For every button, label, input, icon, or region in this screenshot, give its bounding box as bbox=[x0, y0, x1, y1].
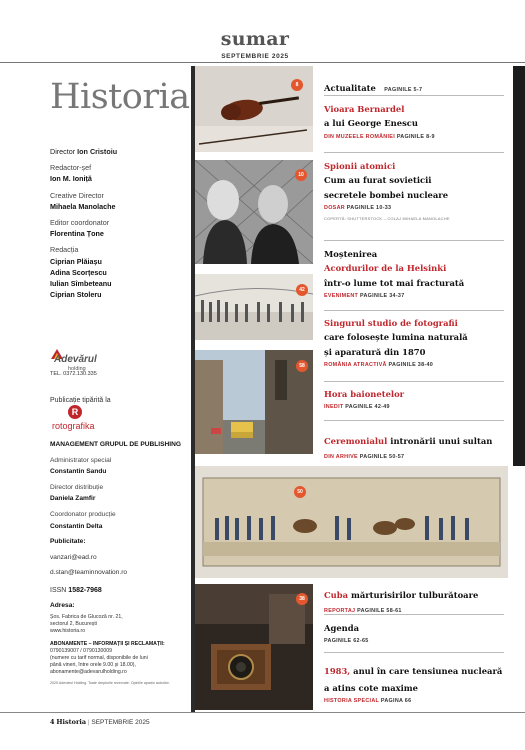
procession-image bbox=[195, 466, 508, 578]
toc-pages: PAGINILE 34-37 bbox=[359, 293, 405, 300]
mgmt-name: Constantin Delta bbox=[50, 522, 103, 530]
toc-title: Actualitate bbox=[324, 83, 376, 93]
toc-title: Agenda bbox=[324, 623, 360, 633]
mgmt-role: Director distribuție bbox=[50, 483, 104, 491]
toc-separator bbox=[324, 240, 504, 241]
toc-title-row bbox=[324, 662, 504, 678]
toc-separator bbox=[324, 95, 504, 96]
page-footer bbox=[50, 718, 150, 726]
address bbox=[50, 614, 190, 635]
toc-section-name: ROMÂNIA ATRACTIVĂ bbox=[324, 362, 387, 369]
section-title: sumar bbox=[220, 28, 290, 50]
email-link[interactable]: vanzari@ead.ro bbox=[50, 553, 97, 561]
toc-pages: PAGINILE 58-61 bbox=[357, 608, 402, 614]
right-edge-strip bbox=[513, 66, 525, 466]
toc-pages: PAGINA 66 bbox=[380, 698, 412, 705]
staff-name: Ion M. Ioniță bbox=[50, 174, 92, 184]
page-badge: 38 bbox=[296, 593, 308, 605]
toc-section bbox=[324, 205, 504, 211]
publicitate-label: Publicitate: bbox=[50, 538, 86, 546]
toc-section-name: REPORTAJ bbox=[324, 608, 356, 614]
issn-label: ISSN bbox=[50, 586, 67, 594]
staff-role: Redactor-șef bbox=[50, 163, 92, 173]
toc-section bbox=[324, 698, 504, 704]
toc-section bbox=[324, 293, 504, 299]
printer-name: rotografika bbox=[52, 421, 95, 431]
header-rule bbox=[0, 62, 525, 63]
toc-separator bbox=[324, 614, 504, 615]
cover-credit: COPERTĂ: SHUTTERSTOCK – COLAJ MIHAELA MANOLACHE bbox=[324, 216, 450, 222]
toc-separator bbox=[324, 420, 504, 421]
staff-role: Editor coordonator bbox=[50, 218, 110, 228]
management-block bbox=[50, 442, 190, 685]
legal-note: 2025 Adevărul Holding. Toate drepturile rezervate. Opiniile aparțin autorilor. bbox=[50, 680, 170, 685]
photo-rosenbergs bbox=[195, 160, 313, 264]
photo-violin bbox=[195, 66, 313, 152]
photo-helsinki bbox=[195, 274, 313, 340]
toc-title-highlight: Singurul studio de fotografii bbox=[324, 318, 458, 328]
toc-section-name: DIN MUZEELE ROMÂNIEI bbox=[324, 133, 395, 140]
toc-title-highlight: Spionii atomici bbox=[324, 161, 396, 171]
staff-name: Ciprian Stoleru bbox=[50, 290, 102, 300]
photo-camera bbox=[195, 584, 313, 710]
toc-title: Cum au furat sovieticii bbox=[324, 175, 432, 186]
staff-director bbox=[50, 148, 190, 155]
address-line: sectorul 2, București bbox=[50, 620, 97, 627]
address-line: Șos. Fabrica de Glucoză nr. 21, bbox=[50, 613, 123, 620]
staff-name: Ion Cristoiu bbox=[77, 147, 118, 156]
page-badge: 42 bbox=[296, 284, 308, 296]
mgmt-name: Constantin Sandu bbox=[50, 468, 107, 476]
photo-cuba-street bbox=[195, 350, 313, 454]
magazine-brand: Historia bbox=[50, 77, 190, 117]
helsinki-image bbox=[195, 274, 313, 340]
website-link[interactable]: www.historia.ro bbox=[50, 627, 86, 634]
toc-title-row bbox=[324, 432, 504, 448]
toc-title: într-o lume tot mai fracturată bbox=[324, 277, 465, 288]
staff-name: Iulian Sîmbeteanu bbox=[50, 279, 112, 289]
toc-pages: PAGINILE 5-7 bbox=[384, 87, 423, 93]
toc-separator bbox=[324, 652, 504, 653]
staff-list bbox=[50, 148, 190, 298]
staff-role: Redacția bbox=[50, 245, 79, 255]
rotografika-mark-icon: R bbox=[68, 405, 82, 419]
toc-section-name: DIN ARHIVE bbox=[324, 454, 358, 460]
page-badge: 10 bbox=[295, 169, 307, 181]
toc-title: secretele bombei nucleare bbox=[324, 189, 449, 200]
toc-title: mărturisirilor tulburătoare bbox=[348, 590, 479, 600]
staff-name: Ciprian Plăiașu bbox=[50, 256, 102, 266]
toc-section bbox=[324, 134, 504, 140]
toc-title-highlight: Acordurilor de la Helsinki bbox=[324, 263, 447, 274]
toc-title: care folosește lumina naturală bbox=[324, 332, 468, 343]
camera-image bbox=[195, 584, 313, 710]
footer-separator: | bbox=[87, 719, 90, 726]
toc-title-highlight: Ceremonialul bbox=[324, 436, 388, 446]
staff-role: Director bbox=[50, 147, 76, 156]
toc-title: anul în care tensiunea nucleară bbox=[350, 666, 503, 676]
toc-section-name: HISTORIA SPECIAL bbox=[324, 698, 380, 705]
toc-helsinki[interactable] bbox=[324, 250, 504, 299]
page-badge: 58 bbox=[296, 360, 308, 372]
page-number: 4 bbox=[50, 718, 55, 726]
toc-pages: PAGINILE 8-9 bbox=[396, 133, 435, 140]
mgmt-role: Coordonator producție bbox=[50, 510, 116, 518]
toc-section bbox=[324, 454, 504, 460]
subscriptions-line: până vineri, între orele 9.00 și 18.00), bbox=[50, 661, 136, 668]
toc-title: a atins cote maxime bbox=[324, 683, 418, 693]
rotografika-logo bbox=[50, 405, 120, 433]
subscriptions-line: (numere cu tarif normal, disponibile de luni bbox=[50, 654, 148, 661]
email-link[interactable]: d.stan@teaminnovation.ro bbox=[50, 569, 128, 577]
issue-date: SEPTEMBRIE 2025 bbox=[221, 53, 289, 60]
footer-brand: Historia bbox=[56, 718, 87, 726]
toc-section-name: DOSAR bbox=[324, 205, 345, 212]
page-badge: 50 bbox=[294, 486, 306, 498]
subscriptions-email[interactable]: abonamente@adevarulholding.ro bbox=[50, 668, 127, 675]
subscriptions-line: 0790139007 / 0790130009 bbox=[50, 647, 113, 654]
toc-hora[interactable] bbox=[324, 390, 504, 410]
toc-pages: PAGINILE 10-33 bbox=[346, 205, 392, 212]
issn bbox=[50, 587, 190, 594]
toc-section bbox=[324, 362, 504, 368]
toc-title-highlight: Cuba bbox=[324, 590, 349, 600]
phone-number: TEL. 0372.130.335 bbox=[50, 371, 97, 377]
staff-name: Florentina Țone bbox=[50, 229, 104, 239]
toc-title: și aparatură din 1870 bbox=[324, 346, 426, 357]
toc-title-highlight: Hora baionetelor bbox=[324, 389, 405, 399]
staff-name: Mihaela Manolache bbox=[50, 201, 116, 211]
toc-cuba[interactable] bbox=[324, 586, 504, 614]
footer-date: SEPTEMBRIE 2025 bbox=[91, 719, 150, 726]
toc-pages: PAGINILE 62-65 bbox=[324, 638, 369, 645]
mgmt-role: Administrator special bbox=[50, 456, 112, 464]
toc-title-highlight: 1983, bbox=[324, 666, 351, 676]
toc-vioara[interactable] bbox=[324, 105, 504, 140]
staff-role: Creative Director bbox=[50, 190, 104, 200]
issn-value: 1582-7968 bbox=[68, 586, 102, 594]
toc-title-highlight: Vioara Bernardel bbox=[324, 104, 405, 114]
toc-section bbox=[324, 404, 504, 410]
printer-label: Publicație tipărită la bbox=[50, 397, 111, 404]
toc-section-name: INEDIT bbox=[324, 404, 344, 411]
toc-title-row bbox=[324, 586, 504, 602]
staff-name: Adina Scorțescu bbox=[50, 267, 107, 277]
subscriptions-heading: ABONAMENTE – INFORMAȚII ȘI RECLAMAȚII: bbox=[50, 640, 165, 647]
toc-ceremonial[interactable] bbox=[324, 432, 504, 460]
toc-spioni[interactable] bbox=[324, 162, 504, 221]
toc-title: a lui George Enescu bbox=[324, 118, 418, 129]
footer-rule bbox=[0, 712, 525, 713]
holding-logo-sub: holding bbox=[68, 366, 86, 372]
holding-logo-name: Adevărul bbox=[54, 354, 97, 365]
toc-separator bbox=[324, 381, 504, 382]
toc-separator bbox=[324, 152, 504, 153]
toc-title: intronării unui sultan bbox=[387, 436, 493, 446]
address-label: Adresa: bbox=[50, 601, 75, 609]
toc-separator bbox=[324, 310, 504, 311]
subscriptions bbox=[50, 641, 190, 676]
toc-studio[interactable] bbox=[324, 319, 504, 368]
photo-procession bbox=[195, 466, 508, 578]
management-heading: MANAGEMENT GRUPUL DE PUBLISHING bbox=[50, 441, 182, 448]
toc-pages: PAGINILE 50-57 bbox=[359, 454, 405, 460]
mgmt-name: Daniela Zamfir bbox=[50, 495, 96, 503]
toc-pages: PAGINILE 42-49 bbox=[345, 404, 390, 411]
toc-1983[interactable] bbox=[324, 662, 504, 704]
toc-agenda[interactable] bbox=[324, 624, 504, 644]
toc-section-name: EVENIMENT bbox=[324, 293, 359, 300]
toc-title: Moștenirea bbox=[324, 249, 378, 259]
toc-pages: PAGINILE 38-40 bbox=[388, 362, 434, 369]
page-badge: 8 bbox=[291, 79, 303, 91]
toc-actualitate[interactable] bbox=[324, 78, 504, 96]
